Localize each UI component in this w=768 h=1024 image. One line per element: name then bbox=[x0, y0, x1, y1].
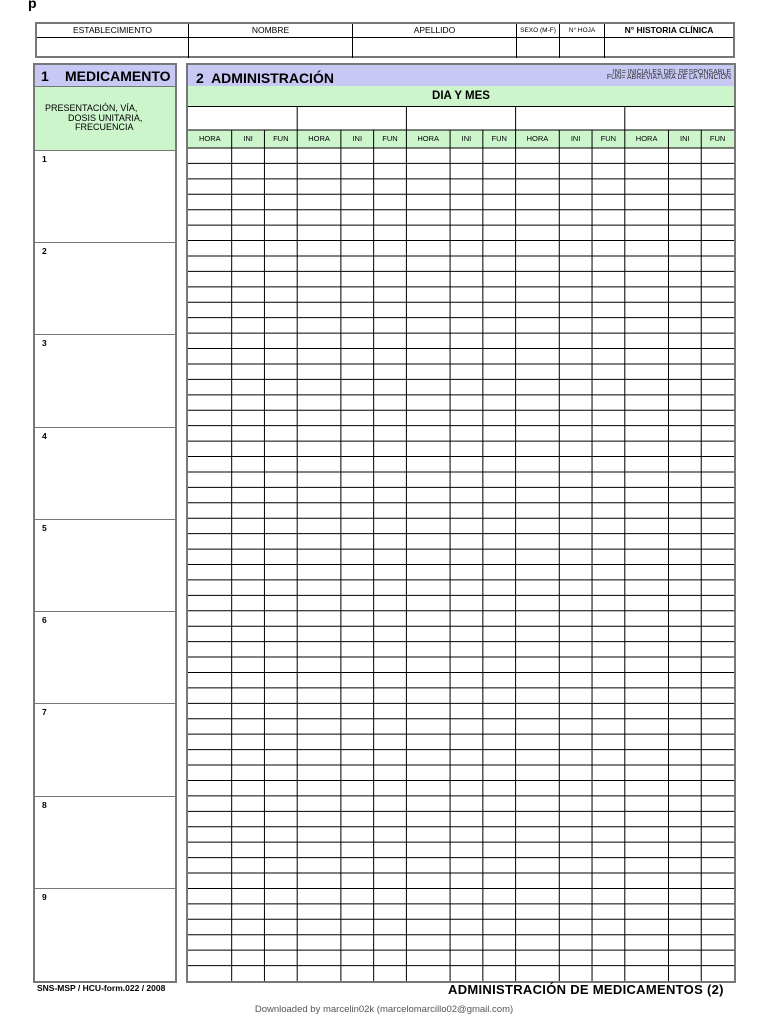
column-header: FUN bbox=[273, 134, 289, 143]
administracion-panel bbox=[186, 63, 736, 983]
medicamento-slot[interactable] bbox=[35, 797, 175, 889]
header-establecimiento: ESTABLECIMIENTO bbox=[37, 24, 189, 38]
medicamento-slot[interactable] bbox=[35, 151, 175, 243]
slot-number: 4 bbox=[42, 430, 47, 441]
slot-number: 9 bbox=[42, 891, 47, 902]
section-number: 2 bbox=[196, 70, 204, 86]
column-header: INI bbox=[352, 134, 363, 143]
section-title-text: ADMINISTRACIÓN bbox=[211, 70, 334, 86]
column-header: INI bbox=[461, 134, 472, 143]
column-header: HORA bbox=[526, 134, 549, 143]
section-number: 1 bbox=[41, 68, 49, 84]
medicamento-title bbox=[35, 65, 175, 87]
establecimiento-field[interactable] bbox=[37, 38, 189, 58]
medicamento-slot[interactable] bbox=[35, 704, 175, 796]
apellido-field[interactable] bbox=[353, 38, 517, 58]
form-code: SNS-MSP / HCU-form.022 / 2008 bbox=[37, 983, 166, 993]
medicamento-slot[interactable] bbox=[35, 520, 175, 612]
column-header: FUN bbox=[382, 134, 398, 143]
column-header: FUN bbox=[709, 134, 726, 143]
medicamento-slot[interactable] bbox=[35, 335, 175, 427]
column-header: INI bbox=[570, 134, 581, 143]
dia-y-mes-header: DIA Y MES bbox=[188, 86, 734, 107]
medicamento-subtitle bbox=[35, 87, 175, 151]
column-header: HORA bbox=[308, 134, 330, 143]
slot-number: 1 bbox=[42, 154, 47, 164]
subtitle-line: FRECUENCIA bbox=[75, 122, 134, 132]
medicamento-slot[interactable] bbox=[35, 428, 175, 520]
subtitle-line: PRESENTACIÓN, VÍA, bbox=[45, 103, 138, 113]
slot-number: 5 bbox=[42, 522, 47, 533]
legend-ini: INI= INICIALES DEL RESPONSABLE bbox=[612, 69, 731, 76]
column-header: HORA bbox=[199, 134, 221, 143]
hoja-field[interactable] bbox=[560, 38, 605, 58]
medicamento-slot[interactable] bbox=[35, 889, 175, 981]
slot-number: 7 bbox=[42, 707, 47, 718]
patient-header bbox=[35, 22, 735, 58]
slot-number: 3 bbox=[42, 338, 47, 349]
slot-number: 8 bbox=[42, 799, 47, 810]
historia-clinica-field[interactable] bbox=[605, 38, 733, 58]
medicamento-slot[interactable] bbox=[35, 243, 175, 335]
administration-grid bbox=[188, 65, 734, 981]
column-header: INI bbox=[680, 134, 690, 143]
header-historia-clinica: N° HISTORIA CLÍNICA bbox=[605, 24, 733, 38]
medicamento-panel bbox=[33, 63, 177, 983]
header-apellido: APELLIDO bbox=[353, 24, 517, 38]
slot-number: 6 bbox=[42, 615, 47, 626]
download-note: Downloaded by marcelin02k (marcelomarcillo02@gmail.com) bbox=[254, 1004, 514, 1015]
column-header: HORA bbox=[417, 134, 440, 143]
header-nombre: NOMBRE bbox=[189, 24, 353, 38]
corner-mark: p bbox=[28, 0, 37, 11]
form-title: ADMINISTRACIÓN DE MEDICAMENTOS (2) bbox=[448, 982, 724, 997]
legend-fun: FUN= ABREVIATURA DE LA FUNCIÓN bbox=[606, 74, 731, 81]
section-title: MEDICAMENTO bbox=[65, 68, 171, 84]
column-header: FUN bbox=[491, 134, 507, 143]
header-hoja: N° HOJA bbox=[560, 24, 605, 38]
slot-number: 2 bbox=[42, 246, 47, 257]
column-header: FUN bbox=[600, 134, 617, 143]
sexo-field[interactable] bbox=[517, 38, 560, 58]
column-header: INI bbox=[243, 134, 253, 143]
nombre-field[interactable] bbox=[189, 38, 353, 58]
subtitle-line: DOSIS UNITARIA, bbox=[68, 113, 143, 123]
header-sexo: SEXO (M-F) bbox=[517, 24, 560, 38]
medicamento-slot[interactable] bbox=[35, 612, 175, 704]
column-header: HORA bbox=[635, 134, 658, 143]
